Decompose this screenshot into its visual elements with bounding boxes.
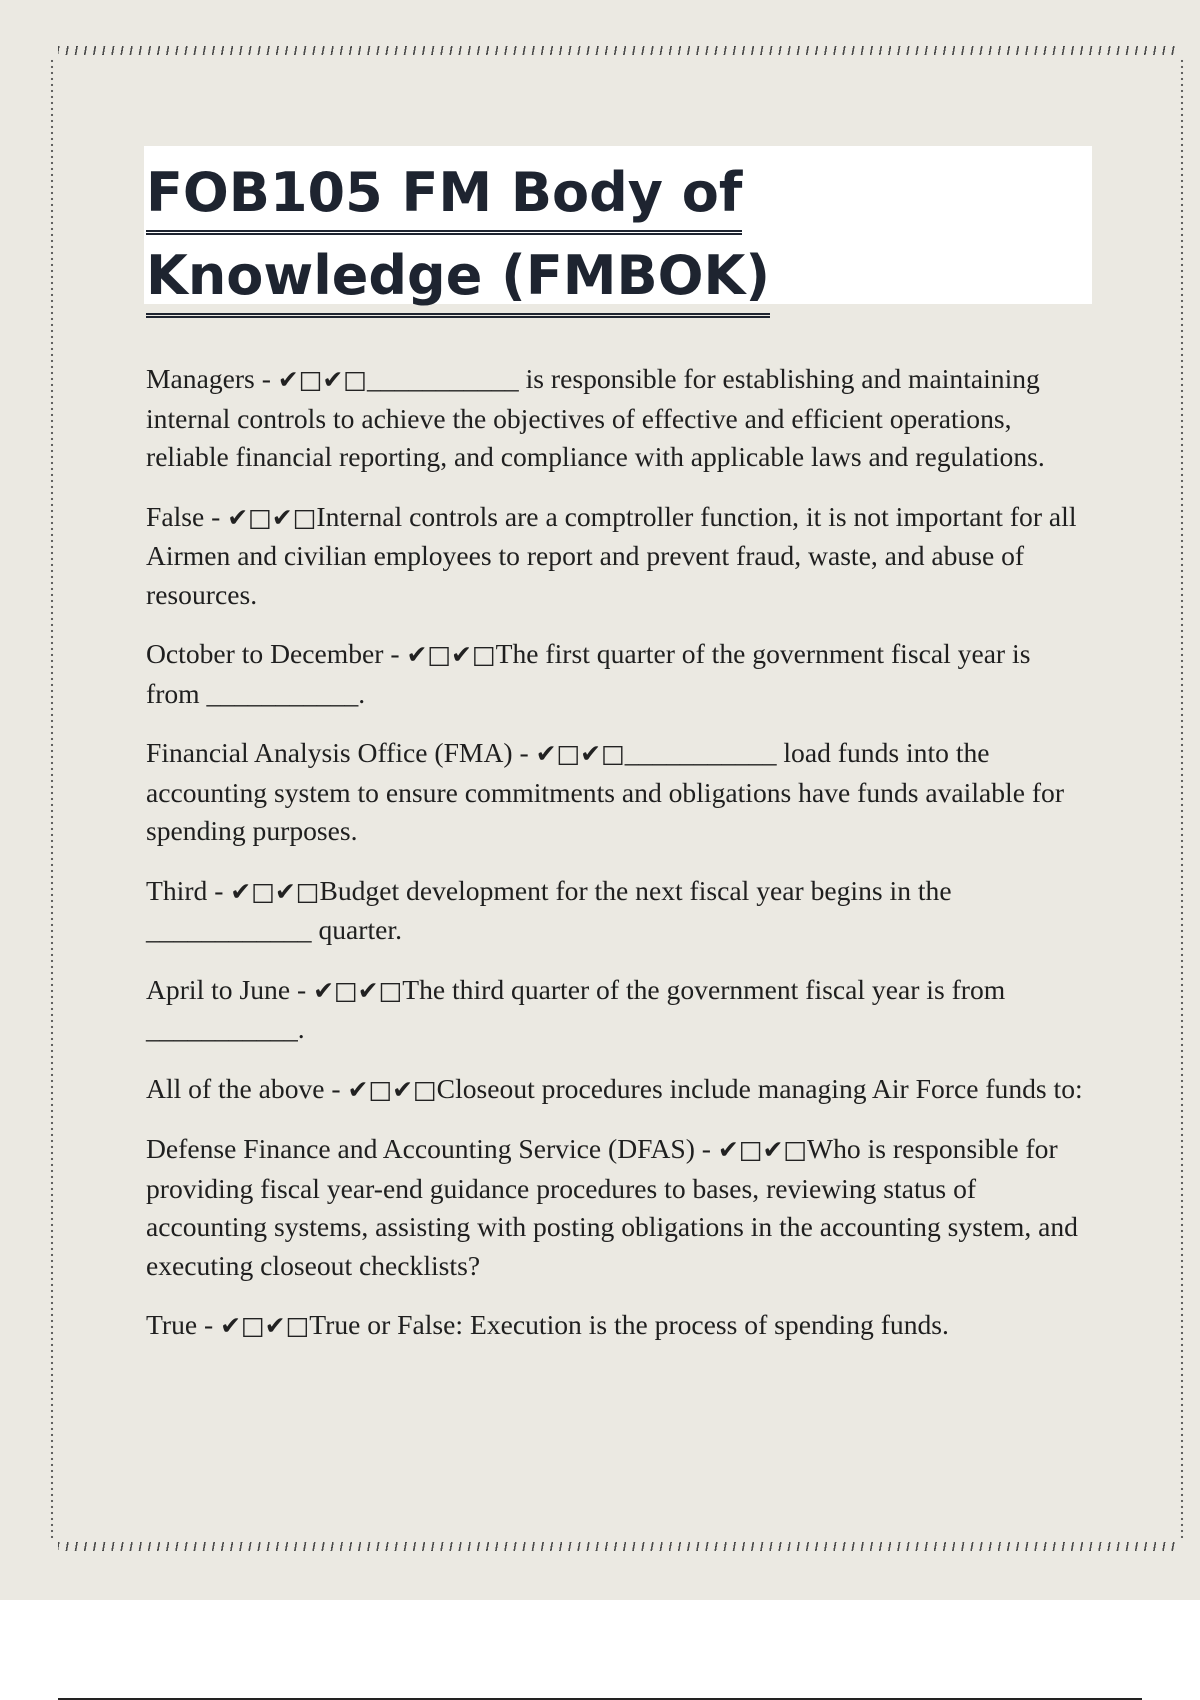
flashcard-answer: Defense Finance and Accounting Service (DFAS) -: [146, 1133, 718, 1164]
flashcard-item: [146, 1130, 1086, 1285]
title-box: [144, 146, 1092, 307]
border-left: [50, 58, 54, 1538]
border-right: [1180, 58, 1184, 1538]
flashcard-item: [146, 1070, 1086, 1110]
title-line-2: Knowledge (FMBOK): [146, 239, 770, 318]
flashcard-answer: True -: [146, 1309, 221, 1340]
flashcard-item: [146, 498, 1086, 615]
border-bottom: [58, 1542, 1180, 1551]
flashcard-answer: All of the above -: [146, 1072, 348, 1104]
checkmark-icon: ✔□✔□: [717, 1135, 808, 1164]
checkmark-icon: ✔□✔□: [220, 1311, 310, 1340]
border-top: [58, 46, 1180, 55]
flashcard-answer: October to December -: [146, 638, 407, 669]
flashcard-question: Who is responsible for providing fiscal year-end guidance procedures to bases, reviewing status of accounting systems, assisting with posting obligations in the accounting system, and executing closeout checklists?: [146, 1133, 1078, 1281]
flashcard-answer: Managers -: [146, 363, 278, 394]
flashcard-item: [146, 635, 1086, 713]
flashcard-question: The first quarter of the government fiscal year is from ___________.: [146, 638, 1031, 709]
checkmark-icon: ✔□✔□: [230, 876, 320, 906]
flashcard-question: Closeout procedures include managing Air Force funds to:: [436, 1072, 1083, 1104]
flashcard-question: Internal controls are a comptroller function, it is not important for all Airmen and civilian employees to report and prevent fraud, waste, and abuse of resources.: [146, 500, 1077, 610]
title-line-1: FOB105 FM Body of: [146, 156, 742, 235]
flashcard-item: [146, 1306, 1086, 1346]
flashcard-item: [146, 734, 1086, 851]
checkmark-icon: ✔□✔□: [406, 640, 496, 669]
flashcard-answer: Financial Analysis Office (FMA) -: [146, 737, 536, 768]
flashcard-list: [146, 360, 1086, 1367]
flashcard-item: [146, 360, 1086, 477]
flashcard-item: [146, 872, 1086, 950]
flashcard-answer: Third -: [146, 874, 231, 906]
flashcard-answer: False -: [146, 500, 228, 532]
checkmark-icon: ✔□✔□: [313, 975, 403, 1005]
flashcard-question: ___________ load funds into the accounting system to ensure commitments and obligations have funds available for spending purposes.: [146, 737, 1065, 846]
flashcard-question: True or False: Execution is the process of spending funds.: [309, 1309, 949, 1340]
flashcard-answer: April to June -: [146, 973, 314, 1005]
flashcard-question: Budget development for the next fiscal year begins in the ____________ quarter.: [146, 874, 952, 945]
document-title: [144, 146, 1092, 318]
flashcard-question: The third quarter of the government fiscal year is from ___________.: [146, 973, 1006, 1044]
checkmark-icon: ✔□✔□: [277, 365, 367, 394]
checkmark-icon: ✔□✔□: [347, 1074, 437, 1104]
flashcard-question: ___________ is responsible for establishing and maintaining internal controls to achieve the objectives of effective and efficient operations, reliable financial reporting, and compliance with applicable laws and regulations.: [146, 363, 1045, 472]
checkmark-icon: ✔□✔□: [535, 739, 625, 768]
flashcard-item: [146, 971, 1086, 1049]
checkmark-icon: ✔□✔□: [227, 502, 317, 532]
